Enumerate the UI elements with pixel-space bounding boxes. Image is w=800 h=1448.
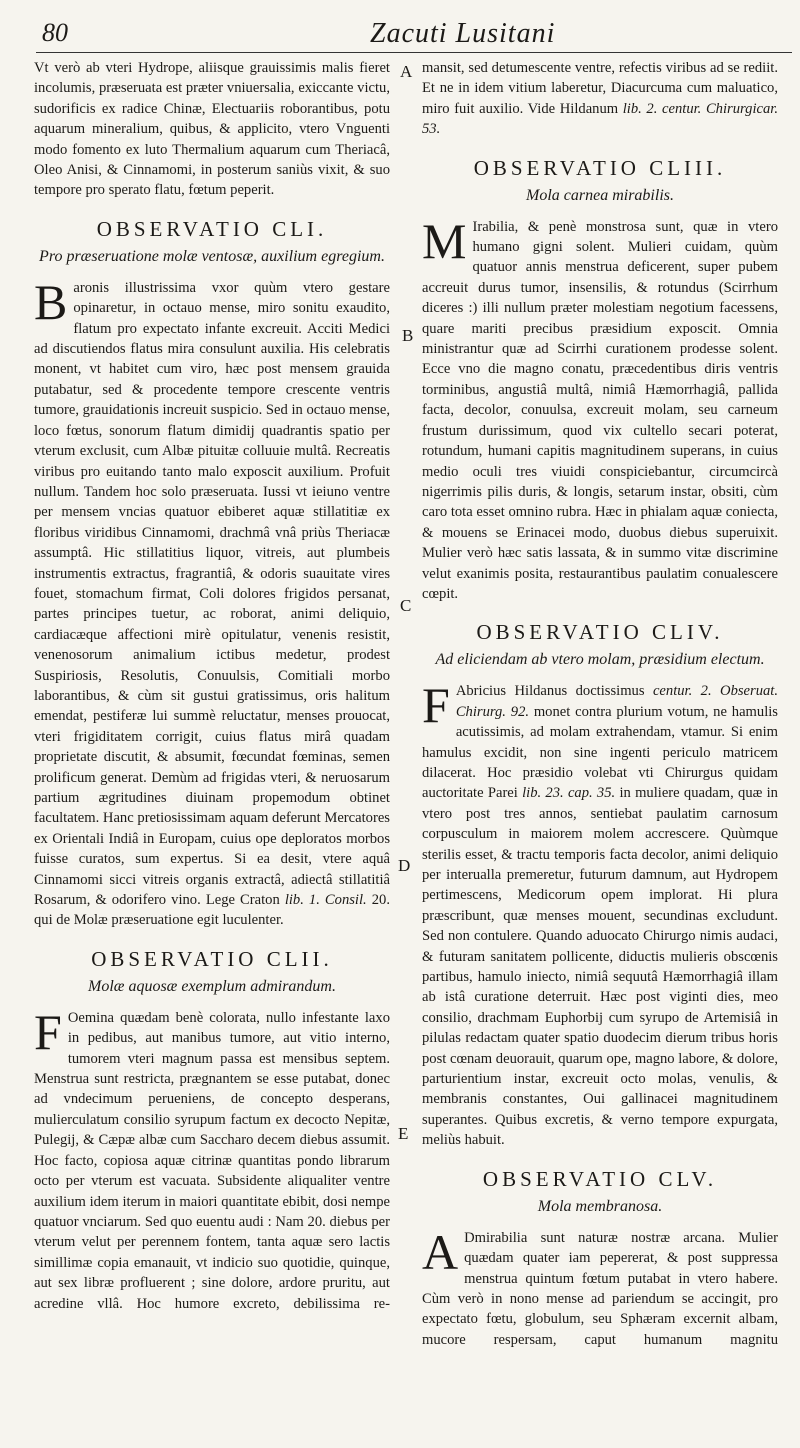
citation: centur. 2. Obseruat. Chirurg. 92. [455, 683, 778, 720]
observation-153-text [422, 212, 778, 605]
left-column [34, 58, 390, 1314]
citation: lib. 23. cap. 35. [522, 785, 616, 802]
dropcap: F [422, 677, 450, 734]
body-text: Oemina quædam benè colorata, nullo infestante laxo in pedibus, aut manibus tumore, aut vitio interno, tumorem vteri magnum passa est mensibus septem. Menstrua sunt restricta, prægnantem se esse putabat, donec ad vndecimum perueniens, de concepto desperans, mulierculatum consilio syrupum factum ex decocto Nepitæ, Pulegij, & Cæpæ albæ cum Saccharo decem diebus assumit. Hoc facto, copiosa aquæ citrinæ quantitas pondo librarum octo per vterum est vacuata. Subsidente aliqualiter ventre auxilium idem iterum in maiori quantitate ebibit, dosi nempe quatuor vnciarum. Sed quo euentu audi : Nam 20. diebus per vterum velut per perennem fontem, tanta aquæ sero lactis simillimæ copia emanauit, vt indicio suo quotidie, quinque, aut sex libræ profluerent ; sine dolore, ardore pruritu, aut acredine vllâ. Hoc humore excreto, debilissima re- [34, 1009, 390, 1312]
dropcap: M [422, 212, 467, 269]
header-rule [36, 52, 792, 53]
observation-151-text [34, 273, 391, 931]
right-column [422, 58, 778, 1350]
observation-155-subtitle: Mola membranosa. [537, 1197, 663, 1215]
running-header [30, 18, 780, 52]
running-title: Zacuti Lusitani [370, 18, 556, 49]
body-text: 20. qui de Molæ præseruatione egit luculenter. [34, 892, 391, 929]
page-number: 80 [42, 18, 68, 47]
margin-letter-b: B [402, 326, 414, 345]
body-text: Dmirabilia sunt naturæ nostræ arcana. Mulier quædam quater iam pepererat, & post suppressa menstrua quintum fœtum putabat in vtero habere. Cùm verò in nono mense ad pariendum se accingit, pro expectato fœtu, globulum, seu Sphæram excernit albam, mucore respersam, caput humanum magnitu [422, 1229, 778, 1348]
continuation-paragraph [422, 58, 778, 140]
observation-152-text [34, 1003, 390, 1314]
body-text: in muliere quadam, quæ in vtero post tres annos, sentiebat paulatim carnosum corpusculum in maiorem molem accrescere. Quùmque sterilis esset, & tractu temporis facta decolor, animi deliquio per interualla premeretur, futurum damnum, aut Hydropem pertimescens, Medicorum opem implorat. Hi plura præscribunt, quæ menses mouent, secundinas excludunt. Sed non contulere. Quando aduocato Chirurgo nimis audaci, & futuram sanitatem pollicente, diductis mulieris obscœnis partibus, hamulo iniecto, nimiâ sequutâ Hæmorrhagiâ illam ab istâ curatione deterruit. Hæc post viginti dies, meo consilio, drachmam Euphorbij cum syrupo de Artemisiâ in pilulas redactam quater spatio duodecim dierum tribus horis post cœnam deuorauit, quarum ope, magno labore, & dolore, parturientium instar, excreuit octo molas, venulis, & membranis constantes, Oui gallinacei magnitudinem superantes. Quibus excretis, & verno tempore expurgata, meliùs habuit. [422, 785, 778, 1149]
margin-letter-c: C [400, 596, 412, 615]
observation-154-subtitle: Ad eliciendam ab vtero molam, præsidium electum. [435, 651, 765, 669]
observation-153-title: OBSERVATIO CLIII. [473, 155, 727, 180]
body-text: Irabilia, & penè monstrosa sunt, quæ in vtero humano gigni solent. Mulieri cuidam, quùm quatuor annis menstrua deficerent, super pubem accreuit durus tumor, insensilis, & rotundus (Scirrhum diceres :) illi nullum præter molestiam negotium facessens, quare mariti precibus præsidium exposcit. Omnia ministrantur quæ ad Scirrhi curationem prodesse solent. Ecce vno die magno conatu, præcedentibus diris ventris torminibus, angustiâ multâ, nimiâ Hæmorrhagiâ, pallida facta, decolor, conuulsa, excreuit molam, seu carneum frustum durissimum, quod vix cultello secari poterat, rotundum, humani capitis magnitudinem superans, in cuius medio oculi tres viuidi conspiciebantur, circumcircà nigerrimis pilis duris, & longis, setarum instar, obsiti, cùm caro tota esset omnino rubra. Hæc in phialam aquæ coniecta, & mouens se Erinacei modo, duobus diebus superuixit. Mulier verò hæc satis lassata, & in summo vitæ discrimine velut exanimis posita, restaurantibus paulatim conualescere cœpit. [422, 218, 778, 602]
observation-152-subtitle: Molæ aquosæ exemplum admirandum. [88, 977, 336, 995]
citation: lib. 2. centur. Chirurgicar. 53. [422, 100, 778, 138]
body-text: mansit, sed detumescente ventre, refectis viribus ad se rediit. Et ne in idem vitium laberetur, Diacurcuma cum maluatico, miro fuit auxilio. Vide Hildanum [422, 60, 778, 117]
body-text: monet contra plurium votum, ne hamulis acutissimis, ad molam extrahendam, vtamur. Si enim hamulus excidit, non sine ingenti periculo matricem dilacerat. Hoc præsidio volebat vti Chirurgus quidam auctoritate Parei [422, 703, 778, 802]
dropcap: F [34, 1003, 62, 1060]
observation-153-subtitle: Mola carnea mirabilis. [526, 186, 674, 204]
margin-letter-a: A [400, 62, 413, 81]
observation-154-text [422, 677, 778, 1150]
dropcap: A [422, 1223, 459, 1280]
observation-155-title: OBSERVATIO CLV. [482, 1166, 718, 1191]
margin-letter-e: E [398, 1124, 409, 1143]
citation: lib. 1. Consil. [284, 892, 367, 909]
observation-151-title: OBSERVATIO CLI. [96, 216, 328, 241]
dropcap: B [34, 273, 68, 330]
observation-154-title: OBSERVATIO CLIV. [476, 620, 724, 645]
body-text: aronis illustrissima vxor quùm vtero gestare opinaretur, in octauo mense, miro sonitu exaudito, flatum pro expectato infante excreuit. Acciti Medici ad discutiendos flatus mira consulunt auxilia. His celebratis monent, vt habitet cum viro, hæc post mensem grauida putabatur, sed & procedente tempore crescente ventris tumore, grauidationis increuit suspicio. Sed in octauo mense, loco fœtus, sonorum flatum dimidij quadrantis spatio per vterum exclusit, cum Albæ pituitæ colluuie multâ. Recreatis viribus pro euitando tanto malo exposcit auxilium. Profuit nullum. Tandem hoc solo præseruata. Iussi vt ieiuno ventre per mensem vncias quatuor ebiberet aquæ stillatitiæ ex floribus viridibus Cinnamomi, drachmâ vnâ priùs Theriacæ assumptâ. Hic stillatitius liquor, vitreis, aut plumbeis instrumentis extractus, fragrantiâ, & odoris suauitate vires fouet, stomachum firmat, Coli dolores frigidos persanat, partes principes tuetur, ac roborat, animi deliquio, cardiacæque affectioni mirè opitulatur, venenis resistit, venenosorum animalium ictibus medetur, prodest Suspiriosis, Resolutis, Conuulsis, Comitiali morbo laborantibus, & cùm sit gustui gratissimus, oris halitum emendat, pestiferæ lui summè reluctatur, menses prouocat, vteri frigiditatem corrigit, cuius flatus mirâ quadam proprietate discutit, & absumit, fœcundat fœminas, semen prolificum generat. Demùm ad frigidas vteri, & neruosarum partium ægritudines diuinam propemodum obtinet facultatem. Hanc pretiosissimam aquam deferunt Mercatores ex Orientali Indiâ in Europam, cuius ope deploratos morbos fuisse curatos, sum expertus. Si ea desit, vtere aquâ Cinnamomi sicci vitreis organis extractâ, adiectâ stillatitiâ Rosarum, & odorifero vino. Lege Craton [34, 279, 390, 909]
observation-155-text [422, 1223, 778, 1350]
observation-151-subtitle: Pro præseruatione molæ ventosæ, auxilium egregium. [39, 247, 385, 265]
continuation-paragraph: Vt verò ab vteri Hydrope, aliisque grauissimis malis fieret incolumis, præseruata est præter vniuersalia, exiccante victu, sudorificis ex radice Chinæ, Electuariis roborantibus, potu aquarum mineralium, quibus, & applicito, vtero Vnguenti modo fomento ex luto Thermalium aquarum cum Theriacâ, Oleo Anisi, & Cinnamomi, in posterum saniùs vixit, & suo tempore pro sperato flatu, fœtum peperit. [34, 60, 390, 199]
margin-letter-d: D [398, 856, 411, 875]
body-text: Abricius Hildanus doctissimus [455, 683, 653, 700]
observation-152-title: OBSERVATIO CLII. [91, 946, 333, 971]
